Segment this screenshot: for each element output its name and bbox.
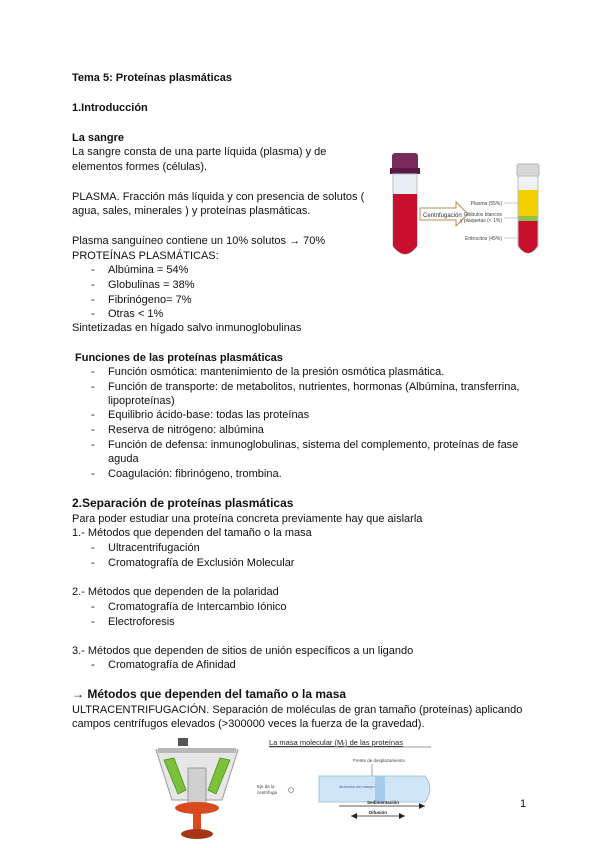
list-item: Fibrinógeno= 7%: [108, 294, 192, 306]
list-dash: -: [91, 659, 95, 671]
list-dash: -: [91, 264, 95, 276]
centrifuge-tube: [319, 776, 430, 802]
sangre-heading: La sangre: [72, 132, 124, 144]
list-item: Cromatografía de Exclusión Molecular: [108, 557, 295, 569]
list-item: Cromatografía de Afinidad: [108, 659, 236, 671]
list-dash: -: [91, 279, 95, 291]
sangre-text: elementos formes (células).: [72, 161, 208, 173]
ultra-text: ULTRACENTRIFUGACIÓN. Separación de moléculas de gran tamaño (proteínas) aplicando: [72, 704, 523, 716]
whole-blood: [393, 194, 417, 254]
list-item: Reserva de nitrógeno: albúmina: [108, 424, 264, 436]
list-item: lipoproteínas): [108, 395, 175, 407]
eje-label: Eje de la: [257, 784, 275, 789]
list-dash: -: [91, 424, 95, 436]
buffy-label: Glóbulos blancos: [463, 212, 502, 218]
funciones-heading: Funciones de las proteínas plasmáticas: [75, 352, 283, 364]
list-dash: -: [91, 294, 95, 306]
sangre-text: La sangre consta de una parte líquida (plasma) y de: [72, 146, 327, 158]
sintetizadas-text: Sintetizadas en hígado salvo inmunoglobulinas: [72, 322, 302, 334]
list-item: Globulinas = 38%: [108, 279, 195, 291]
list-dash: -: [91, 308, 95, 320]
page-number: 1: [520, 798, 527, 810]
section-2-heading: 2.Separación de proteínas plasmáticas: [72, 496, 294, 510]
plasma-label: Plasma (55%): [470, 201, 502, 207]
section-2-intro: Para poder estudiar una proteína concreta previamente hay que aislarla: [72, 513, 423, 525]
list-item: Ultracentrifugación: [108, 542, 200, 554]
list-item: Función osmótica: mantenimiento de la presión osmótica plasmática.: [108, 366, 445, 378]
list-item: Cromatografía de Intercambio Iónico: [108, 601, 287, 613]
plasma-layer: [519, 190, 538, 216]
list-dash: -: [91, 557, 95, 569]
section-1-heading: 1.Introducción: [72, 102, 148, 114]
rbc-label: Eritrocitos (45%): [465, 236, 502, 242]
size-methods-heading: → Métodos que dependen del tamaño o la masa: [72, 687, 347, 701]
list-item: Otras < 1%: [108, 308, 164, 320]
plasma-text: agua, sales, minerales ) y proteínas plasmáticas.: [72, 205, 311, 217]
list-dash: -: [91, 468, 95, 480]
buffy-label: y plaquetas (< 1%): [460, 218, 502, 224]
list-dash: -: [91, 601, 95, 613]
figure-title: La masa molecular (Mᵣ) de las proteínas: [269, 738, 403, 747]
proteinas-label: PROTEÍNAS PLASMÁTICAS:: [72, 250, 219, 262]
list-item: Albúmina = 54%: [108, 264, 189, 276]
ultra-text: campos centrífugos elevados (>300000 veces la fuerza de la gravedad).: [72, 718, 425, 730]
method-3: 3.- Métodos que dependen de sitios de unión específicos a un ligando: [72, 645, 414, 657]
frente-label: Frente de desplazamiento: [353, 758, 406, 763]
list-item: Función de transporte: de metabolitos, nutrientes, hormonas (Albúmina, transferrina,: [108, 381, 520, 393]
list-item: Coagulación: fibrinógeno, trombina.: [108, 468, 282, 480]
list-item: Función de defensa: inmunoglobulinas, sistema del complemento, proteínas de fase: [108, 439, 519, 451]
list-item: aguda: [108, 453, 139, 465]
centrifuge-figure: [150, 738, 245, 842]
plasma-text: PLASMA. Fracción más líquida y con presencia de solutos (: [72, 191, 365, 203]
blood-centrifugation-figure: [378, 150, 540, 266]
list-item: Equilibrio ácido-base: todas las proteínas: [108, 409, 310, 421]
list-dash: -: [91, 616, 95, 628]
doc-title: Tema 5: Proteínas plasmáticas: [72, 72, 232, 84]
arrow-label: Centrifugación: [423, 213, 462, 219]
method-2: 2.- Métodos que dependen de la polaridad: [72, 586, 279, 598]
sedimentacion-label: Sedimentación: [367, 800, 400, 805]
buffy-coat-layer: [519, 216, 538, 221]
list-dash: -: [91, 542, 95, 554]
list-dash: -: [91, 439, 95, 451]
rbc-layer: [519, 221, 538, 253]
tube-text: dirección del campo: [339, 784, 375, 789]
difusion-label: Difusión: [369, 810, 387, 815]
list-dash: -: [91, 366, 95, 378]
eje-label: centrífuga: [257, 790, 278, 795]
molecular-mass-figure: [255, 736, 445, 822]
list-dash: -: [91, 409, 95, 421]
method-1: 1.- Métodos que dependen del tamaño o la masa: [72, 527, 312, 539]
list-item: Electroforesis: [108, 616, 175, 628]
plasma-sanguineo-text: Plasma sanguíneo contiene un 10% solutos → 70%: [72, 235, 326, 247]
list-dash: -: [91, 381, 95, 393]
